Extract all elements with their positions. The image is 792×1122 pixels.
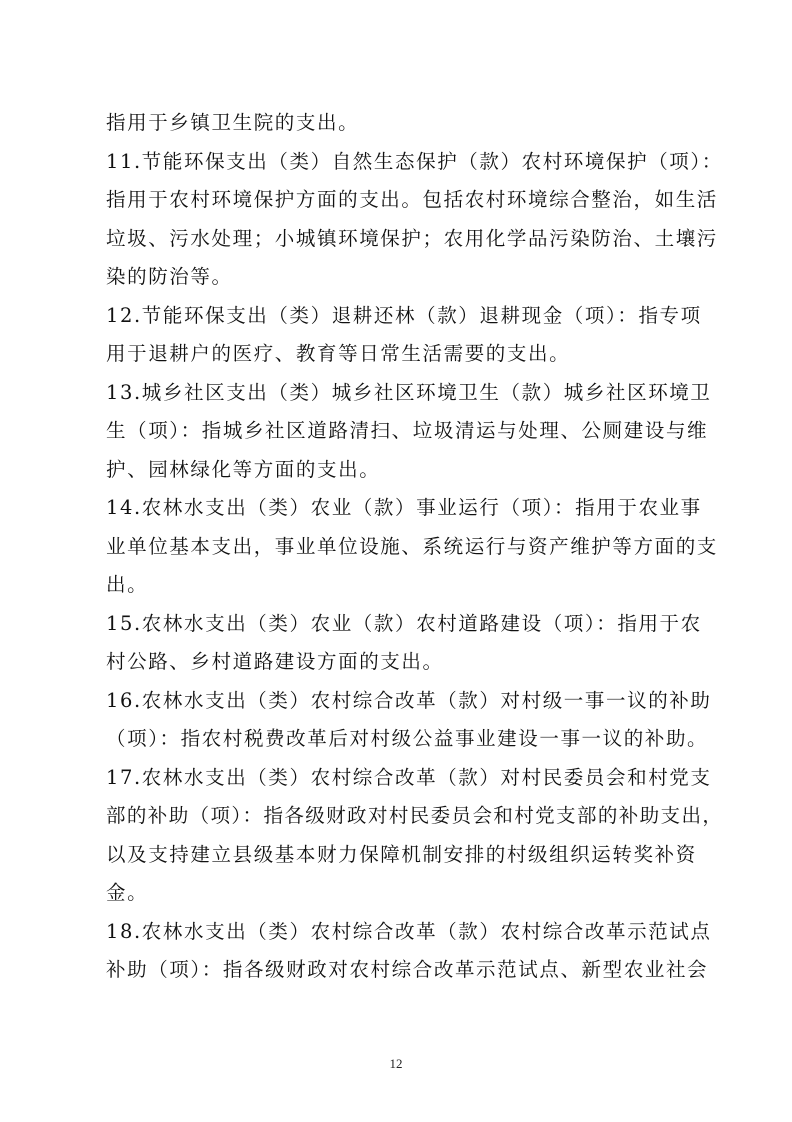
text-line: 补助（项）：指各级财政对农村综合改革示范试点、新型农业社会 bbox=[106, 958, 709, 981]
text-line: 垃圾、污水处理；小城镇环境保护；农用化学品污染防治、土壤污 bbox=[106, 226, 718, 250]
text-line: 12.节能环保支出（类）退耕还林（款）退耕现金（项）：指专项 bbox=[106, 303, 702, 327]
text-line: 村公路、乡村道路建设方面的支出。 bbox=[106, 650, 444, 673]
page-number: 12 bbox=[389, 1056, 403, 1071]
text-line: （项）：指农村税费改革后对村级公益事业建设一事一议的补助。 bbox=[106, 727, 709, 750]
text-line: 16.农林水支出（类）农村综合改革（款）对村级一事一议的补助 bbox=[106, 688, 712, 712]
text-line: 18.农林水支出（类）农村综合改革（款）农村综合改革示范试点 bbox=[106, 919, 712, 943]
text-line: 部的补助（项）：指各级财政对村民委员会和村党支部的补助支出， bbox=[106, 804, 724, 827]
text-line: 染的防治等。 bbox=[106, 265, 233, 288]
text-line: 以及支持建立县级基本财力保障机制安排的村级组织运转奖补资 bbox=[106, 842, 697, 866]
text-line: 指用于乡镇卫生院的支出。 bbox=[106, 111, 360, 134]
text-line: 13.城乡社区支出（类）城乡社区环境卫生（款）城乡社区环境卫 bbox=[106, 380, 712, 404]
text-line: 17.农林水支出（类）农村综合改革（款）对村民委员会和村党支 bbox=[106, 765, 712, 789]
text-line: 11.节能环保支出（类）自然生态保护（款）农村环境保护（项）： bbox=[106, 149, 723, 173]
document-body bbox=[106, 104, 724, 990]
text-line: 15.农林水支出（类）农业（款）农村道路建设（项）：指用于农 bbox=[106, 611, 702, 635]
text-line: 指用于农村环境保护方面的支出。包括农村环境综合整治，如生活 bbox=[106, 188, 718, 211]
text-line: 出。 bbox=[106, 573, 149, 596]
text-line: 业单位基本支出，事业单位设施、系统运行与资产维护等方面的支 bbox=[106, 534, 718, 558]
text-line: 护、园林绿化等方面的支出。 bbox=[106, 457, 381, 481]
text-line: 14.农林水支出（类）农业（款）事业运行（项）：指用于农业事 bbox=[106, 496, 702, 519]
text-line: 生（项）：指城乡社区道路清扫、垃圾清运与处理、公厕建设与维 bbox=[106, 419, 709, 442]
text-line: 用于退耕户的医疗、教育等日常生活需要的支出。 bbox=[106, 342, 571, 365]
text-line: 金。 bbox=[106, 881, 149, 904]
